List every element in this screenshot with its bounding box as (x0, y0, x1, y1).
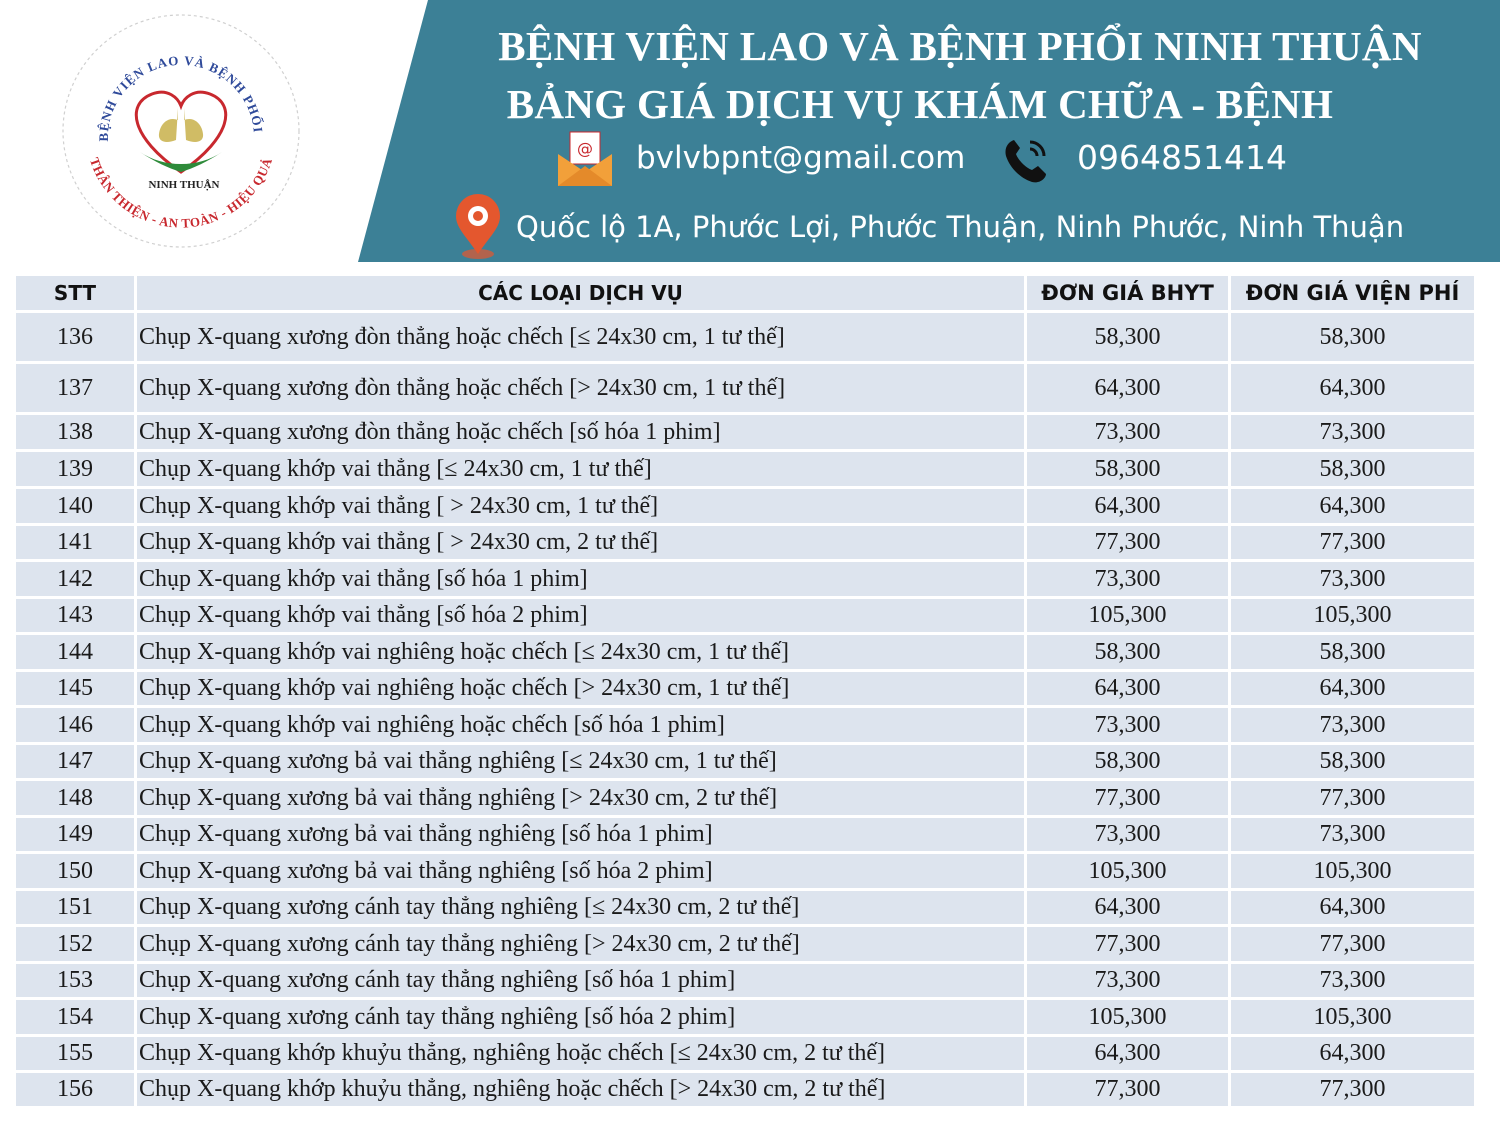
row-stt: 155 (16, 1037, 137, 1073)
row-bhyt-price: 105,300 (1027, 599, 1231, 635)
hospital-logo (60, 12, 302, 250)
row-bhyt-price: 105,300 (1027, 1000, 1231, 1037)
row-bhyt-price: 73,300 (1027, 562, 1231, 599)
logo-ring-text-bottom: THÂN THIỆN - AN TOÀN - HIỆU QUẢ (86, 155, 276, 231)
row-stt: 139 (16, 452, 137, 489)
table-row (16, 672, 1474, 708)
table-row (16, 1073, 1474, 1109)
column-header-stt: STT (16, 276, 137, 313)
table-row (16, 927, 1474, 964)
row-hospital-fee: 64,300 (1231, 891, 1474, 927)
row-bhyt-price: 64,300 (1027, 489, 1231, 526)
row-service-name: Chụp X-quang khớp vai thẳng [số hóa 2 phim] (137, 599, 1027, 635)
row-service-name: Chụp X-quang khớp khuỷu thẳng, nghiêng hoặc chếch [> 24x30 cm, 2 tư thế] (137, 1073, 1027, 1109)
row-hospital-fee: 58,300 (1231, 745, 1474, 781)
row-bhyt-price: 64,300 (1027, 364, 1231, 415)
table-row (16, 635, 1474, 672)
email-text: bvlvbpnt@gmail.com (636, 140, 966, 176)
row-service-name: Chụp X-quang khớp vai thẳng [ > 24x30 cm, 2 tư thế] (137, 526, 1027, 562)
row-service-name: Chụp X-quang khớp vai nghiêng hoặc chếch [> 24x30 cm, 1 tư thế] (137, 672, 1027, 708)
table-row (16, 526, 1474, 562)
row-hospital-fee: 73,300 (1231, 818, 1474, 854)
price-table (16, 276, 1474, 1109)
row-stt: 140 (16, 489, 137, 526)
row-bhyt-price: 58,300 (1027, 745, 1231, 781)
phone-icon (1000, 134, 1052, 186)
column-header-service: CÁC LOẠI DỊCH VỤ (137, 276, 1027, 313)
logo-center-text: NINH THUẬN (148, 179, 220, 191)
row-hospital-fee: 64,300 (1231, 672, 1474, 708)
row-stt: 145 (16, 672, 137, 708)
row-bhyt-price: 77,300 (1027, 927, 1231, 964)
table-row (16, 964, 1474, 1000)
table-row (16, 781, 1474, 818)
row-bhyt-price: 64,300 (1027, 672, 1231, 708)
row-service-name: Chụp X-quang khớp vai thẳng [ > 24x30 cm, 1 tư thế] (137, 489, 1027, 526)
row-bhyt-price: 73,300 (1027, 415, 1231, 452)
table-row (16, 313, 1474, 364)
row-stt: 144 (16, 635, 137, 672)
row-hospital-fee: 58,300 (1231, 313, 1474, 364)
row-service-name: Chụp X-quang xương bả vai thẳng nghiêng [số hóa 1 phim] (137, 818, 1027, 854)
row-hospital-fee: 73,300 (1231, 415, 1474, 452)
row-service-name: Chụp X-quang xương cánh tay thẳng nghiêng [> 24x30 cm, 2 tư thế] (137, 927, 1027, 964)
row-hospital-fee: 105,300 (1231, 1000, 1474, 1037)
row-hospital-fee: 105,300 (1231, 854, 1474, 891)
row-stt: 143 (16, 599, 137, 635)
column-header-hospital-fee: ĐƠN GIÁ VIỆN PHÍ (1231, 276, 1474, 313)
row-service-name: Chụp X-quang xương đòn thẳng hoặc chếch [≤ 24x30 cm, 1 tư thế] (137, 313, 1027, 364)
row-hospital-fee: 64,300 (1231, 364, 1474, 415)
table-row (16, 562, 1474, 599)
page-header (0, 0, 1500, 262)
row-stt: 147 (16, 745, 137, 781)
row-hospital-fee: 73,300 (1231, 562, 1474, 599)
row-stt: 146 (16, 708, 137, 745)
row-bhyt-price: 58,300 (1027, 452, 1231, 489)
row-hospital-fee: 105,300 (1231, 599, 1474, 635)
address-text: Quốc lộ 1A, Phước Lợi, Phước Thuận, Ninh Phước, Ninh Thuận (516, 210, 1405, 244)
row-hospital-fee: 77,300 (1231, 1073, 1474, 1109)
row-service-name: Chụp X-quang khớp vai thẳng [≤ 24x30 cm, 1 tư thế] (137, 452, 1027, 489)
location-pin-icon (450, 192, 506, 260)
table-row (16, 745, 1474, 781)
row-hospital-fee: 64,300 (1231, 489, 1474, 526)
row-stt: 138 (16, 415, 137, 452)
row-bhyt-price: 77,300 (1027, 781, 1231, 818)
row-stt: 142 (16, 562, 137, 599)
row-hospital-fee: 73,300 (1231, 964, 1474, 1000)
row-hospital-fee: 77,300 (1231, 526, 1474, 562)
row-bhyt-price: 58,300 (1027, 635, 1231, 672)
column-header-bhyt-price: ĐƠN GIÁ BHYT (1027, 276, 1231, 313)
row-service-name: Chụp X-quang xương cánh tay thẳng nghiêng [số hóa 2 phim] (137, 1000, 1027, 1037)
row-hospital-fee: 58,300 (1231, 452, 1474, 489)
table-row (16, 489, 1474, 526)
row-service-name: Chụp X-quang xương bả vai thẳng nghiêng [> 24x30 cm, 2 tư thế] (137, 781, 1027, 818)
phone-text: 0964851414 (1077, 138, 1287, 177)
logo-ring-text-top: BỆNH VIỆN LAO VÀ BỆNH PHỔI (95, 52, 266, 142)
row-hospital-fee: 77,300 (1231, 927, 1474, 964)
table-row (16, 415, 1474, 452)
row-bhyt-price: 64,300 (1027, 1037, 1231, 1073)
row-stt: 151 (16, 891, 137, 927)
table-row (16, 1000, 1474, 1037)
row-hospital-fee: 58,300 (1231, 635, 1474, 672)
svg-text:@: @ (577, 139, 593, 158)
table-row (16, 599, 1474, 635)
row-service-name: Chụp X-quang xương bả vai thẳng nghiêng [số hóa 2 phim] (137, 854, 1027, 891)
row-stt: 136 (16, 313, 137, 364)
mail-icon (556, 130, 614, 188)
row-service-name: Chụp X-quang xương bả vai thẳng nghiêng [≤ 24x30 cm, 1 tư thế] (137, 745, 1027, 781)
table-row (16, 1037, 1474, 1073)
row-service-name: Chụp X-quang xương cánh tay thẳng nghiêng [số hóa 1 phim] (137, 964, 1027, 1000)
row-bhyt-price: 105,300 (1027, 854, 1231, 891)
table-row (16, 364, 1474, 415)
row-service-name: Chụp X-quang xương cánh tay thẳng nghiêng [≤ 24x30 cm, 2 tư thế] (137, 891, 1027, 927)
row-hospital-fee: 64,300 (1231, 1037, 1474, 1073)
row-stt: 141 (16, 526, 137, 562)
row-bhyt-price: 73,300 (1027, 708, 1231, 745)
table-row (16, 891, 1474, 927)
table-row (16, 452, 1474, 489)
row-bhyt-price: 58,300 (1027, 313, 1231, 364)
row-bhyt-price: 64,300 (1027, 891, 1231, 927)
row-stt: 149 (16, 818, 137, 854)
row-service-name: Chụp X-quang khớp vai nghiêng hoặc chếch [số hóa 1 phim] (137, 708, 1027, 745)
row-stt: 153 (16, 964, 137, 1000)
table-row (16, 708, 1474, 745)
row-bhyt-price: 77,300 (1027, 1073, 1231, 1109)
row-bhyt-price: 73,300 (1027, 818, 1231, 854)
row-stt: 156 (16, 1073, 137, 1109)
row-stt: 137 (16, 364, 137, 415)
row-hospital-fee: 77,300 (1231, 781, 1474, 818)
row-stt: 150 (16, 854, 137, 891)
row-service-name: Chụp X-quang xương đòn thẳng hoặc chếch [> 24x30 cm, 1 tư thế] (137, 364, 1027, 415)
table-body (16, 313, 1474, 1109)
table-row (16, 854, 1474, 891)
price-list-title: BẢNG GIÁ DỊCH VỤ KHÁM CHỮA - BỆNH (506, 81, 1334, 127)
table-header-row (16, 276, 1474, 313)
row-stt: 152 (16, 927, 137, 964)
row-bhyt-price: 73,300 (1027, 964, 1231, 1000)
row-service-name: Chụp X-quang xương đòn thẳng hoặc chếch [số hóa 1 phim] (137, 415, 1027, 452)
row-hospital-fee: 73,300 (1231, 708, 1474, 745)
table-row (16, 818, 1474, 854)
row-service-name: Chụp X-quang khớp khuỷu thẳng, nghiêng hoặc chếch [≤ 24x30 cm, 2 tư thế] (137, 1037, 1027, 1073)
row-service-name: Chụp X-quang khớp vai thẳng [số hóa 1 phim] (137, 562, 1027, 599)
row-bhyt-price: 77,300 (1027, 526, 1231, 562)
row-stt: 154 (16, 1000, 137, 1037)
row-stt: 148 (16, 781, 137, 818)
hospital-name-title: BỆNH VIỆN LAO VÀ BỆNH PHỔI NINH THUẬN (498, 23, 1422, 69)
row-service-name: Chụp X-quang khớp vai nghiêng hoặc chếch [≤ 24x30 cm, 1 tư thế] (137, 635, 1027, 672)
